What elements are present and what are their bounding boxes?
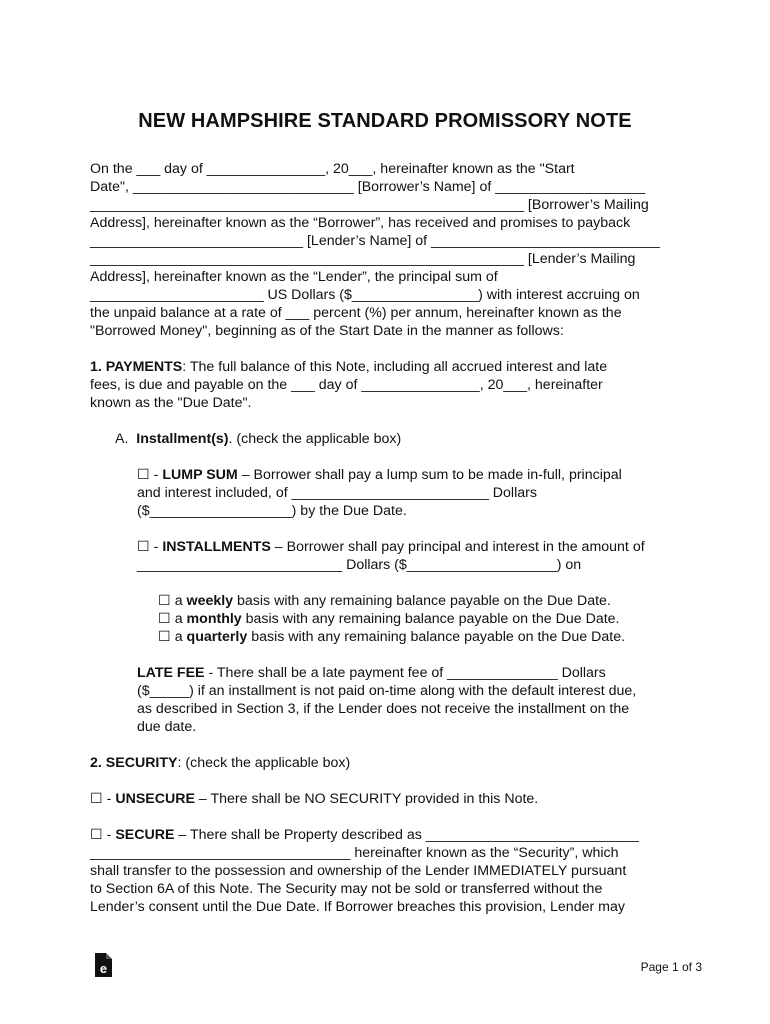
weekly-checkbox[interactable]: ☐ — [158, 593, 171, 609]
installments-subsection — [90, 430, 690, 448]
unsecure-text: – There shall be NO SECURITY provided in this Note. — [194, 791, 539, 807]
intro-line: Address], hereinafter known as the “Borrower”, has received and promises to payback — [90, 215, 631, 231]
installments-subheading — [115, 430, 690, 448]
payments-line — [90, 358, 690, 376]
frequency-term: weekly — [186, 593, 234, 609]
frequency-term: quarterly — [186, 629, 248, 645]
intro-line: _______________________________________________________ [Lender’s Mailing — [90, 251, 636, 267]
secure-line: Lender’s consent until the Due Date. If Borrower breaches this provision, Lender may — [90, 899, 625, 915]
secure-line: _________________________________ hereinafter known as the “Security”, which — [90, 845, 619, 861]
payments-line: fees, is due and payable on the ___ day of _______________, 20___, hereinafter — [90, 377, 603, 393]
installments-subheading-title: Installment(s) — [136, 431, 229, 447]
lump-sum-line: and interest included, of _________________________ Dollars — [137, 485, 537, 501]
security-rest: : (check the applicable box) — [177, 755, 351, 771]
installments-subheading-rest: . (check the applicable box) — [228, 431, 402, 447]
secure-line: ☐ - SECURE – There shall be Property described as ___________________________ — [90, 827, 639, 843]
unsecure-checkbox[interactable]: ☐ — [90, 791, 103, 807]
unsecure-option — [90, 790, 690, 808]
frequency-term: monthly — [186, 611, 242, 627]
frequency-post: basis with any remaining balance payable on the Due Date. — [241, 611, 620, 627]
document-body — [90, 160, 690, 916]
late-fee-line — [137, 664, 690, 682]
subsection-letter: A. — [115, 431, 129, 447]
frequency-pre: a — [174, 629, 187, 645]
late-fee-heading: LATE FEE — [137, 665, 205, 681]
frequency-weekly — [158, 592, 690, 610]
intro-paragraph — [90, 160, 690, 340]
intro-line: On the ___ day of _______________, 20___, hereinafter known as the "Start — [90, 161, 575, 177]
installments-checkbox[interactable]: ☐ — [137, 539, 150, 555]
frequency-pre: a — [174, 593, 187, 609]
late-fee-text: - There shall be a late payment fee of ______________ Dollars — [204, 665, 606, 681]
intro-line: ___________________________ [Lender’s Name] of _____________________________ — [90, 233, 660, 249]
security-heading: 2. SECURITY — [90, 755, 178, 771]
late-fee-line: ($_____) if an installment is not paid on-time along with the default interest due, — [137, 683, 637, 699]
lump-sum-text: – Borrower shall pay a lump sum to be made in-full, principal — [237, 467, 622, 483]
frequency-monthly — [158, 610, 690, 628]
security-section — [90, 754, 690, 772]
security-line — [90, 754, 690, 772]
svg-text:e: e — [99, 961, 108, 976]
installments-text: – Borrower shall pay principal and interest in the amount of — [270, 539, 645, 555]
quarterly-checkbox[interactable]: ☐ — [158, 629, 171, 645]
unsecure-heading: UNSECURE — [115, 791, 195, 807]
intro-line: "Borrowed Money", beginning as of the Start Date in the manner as follows: — [90, 323, 564, 339]
late-fee-line: due date. — [137, 719, 197, 735]
late-fee-line: as described in Section 3, if the Lender does not receive the installment on the — [137, 701, 630, 717]
intro-line: Address], hereinafter known as the “Lender”, the principal sum of — [90, 269, 498, 285]
secure-option — [90, 826, 690, 916]
unsecure-line: ☐ - UNSECURE – There shall be NO SECURITY provided in this Note. — [90, 791, 539, 807]
installments-line: __________________________ Dollars ($___________________) on — [137, 557, 582, 573]
installments-line: ☐ - INSTALLMENTS – Borrower shall pay principal and interest in the amount of — [137, 539, 645, 555]
lump-sum-line: ($__________________) by the Due Date. — [137, 503, 407, 519]
frequency-quarterly — [158, 628, 690, 646]
installments-option — [90, 538, 690, 574]
secure-text: – There shall be Property described as ___________________________ — [174, 827, 639, 843]
frequency-post: basis with any remaining balance payable on the Due Date. — [233, 593, 611, 609]
frequency-pre: a — [174, 611, 187, 627]
payments-line: known as the "Due Date". — [90, 395, 252, 411]
late-fee-section — [90, 664, 690, 736]
intro-line: ______________________ US Dollars ($________________) with interest accruing on — [90, 287, 640, 303]
intro-line: _______________________________________________________ [Borrower’s Mailing — [90, 197, 649, 213]
payments-section — [90, 358, 690, 412]
page-number: Page 1 of 3 — [640, 960, 702, 974]
payments-heading: 1. PAYMENTS — [90, 359, 183, 375]
frequency-options — [90, 592, 690, 646]
secure-checkbox[interactable]: ☐ — [90, 827, 103, 843]
eforms-logo-icon — [92, 952, 114, 978]
intro-line: Date", ____________________________ [Borrower’s Name] of ___________________ — [90, 179, 646, 195]
lump-sum-line: ☐ - LUMP SUM – Borrower shall pay a lump sum to be made in-full, principal — [137, 467, 622, 483]
secure-heading: SECURE — [115, 827, 175, 843]
lump-sum-checkbox[interactable]: ☐ — [137, 467, 150, 483]
document-title: NEW HAMPSHIRE STANDARD PROMISSORY NOTE — [138, 110, 632, 132]
payments-text: : The full balance of this Note, including all accrued interest and late — [182, 359, 608, 375]
secure-line: shall transfer to the possession and ownership of the Lender IMMEDIATELY pursuant — [90, 863, 627, 879]
intro-line: the unpaid balance at a rate of ___ percent (%) per annum, hereinafter known as the — [90, 305, 622, 321]
monthly-checkbox[interactable]: ☐ — [158, 611, 171, 627]
lump-sum-option — [90, 466, 690, 520]
installments-heading: INSTALLMENTS — [162, 539, 271, 555]
secure-line: to Section 6A of this Note. The Security may not be sold or transferred without the — [90, 881, 603, 897]
frequency-post: basis with any remaining balance payable on the Due Date. — [247, 629, 626, 645]
lump-sum-heading: LUMP SUM — [162, 467, 238, 483]
